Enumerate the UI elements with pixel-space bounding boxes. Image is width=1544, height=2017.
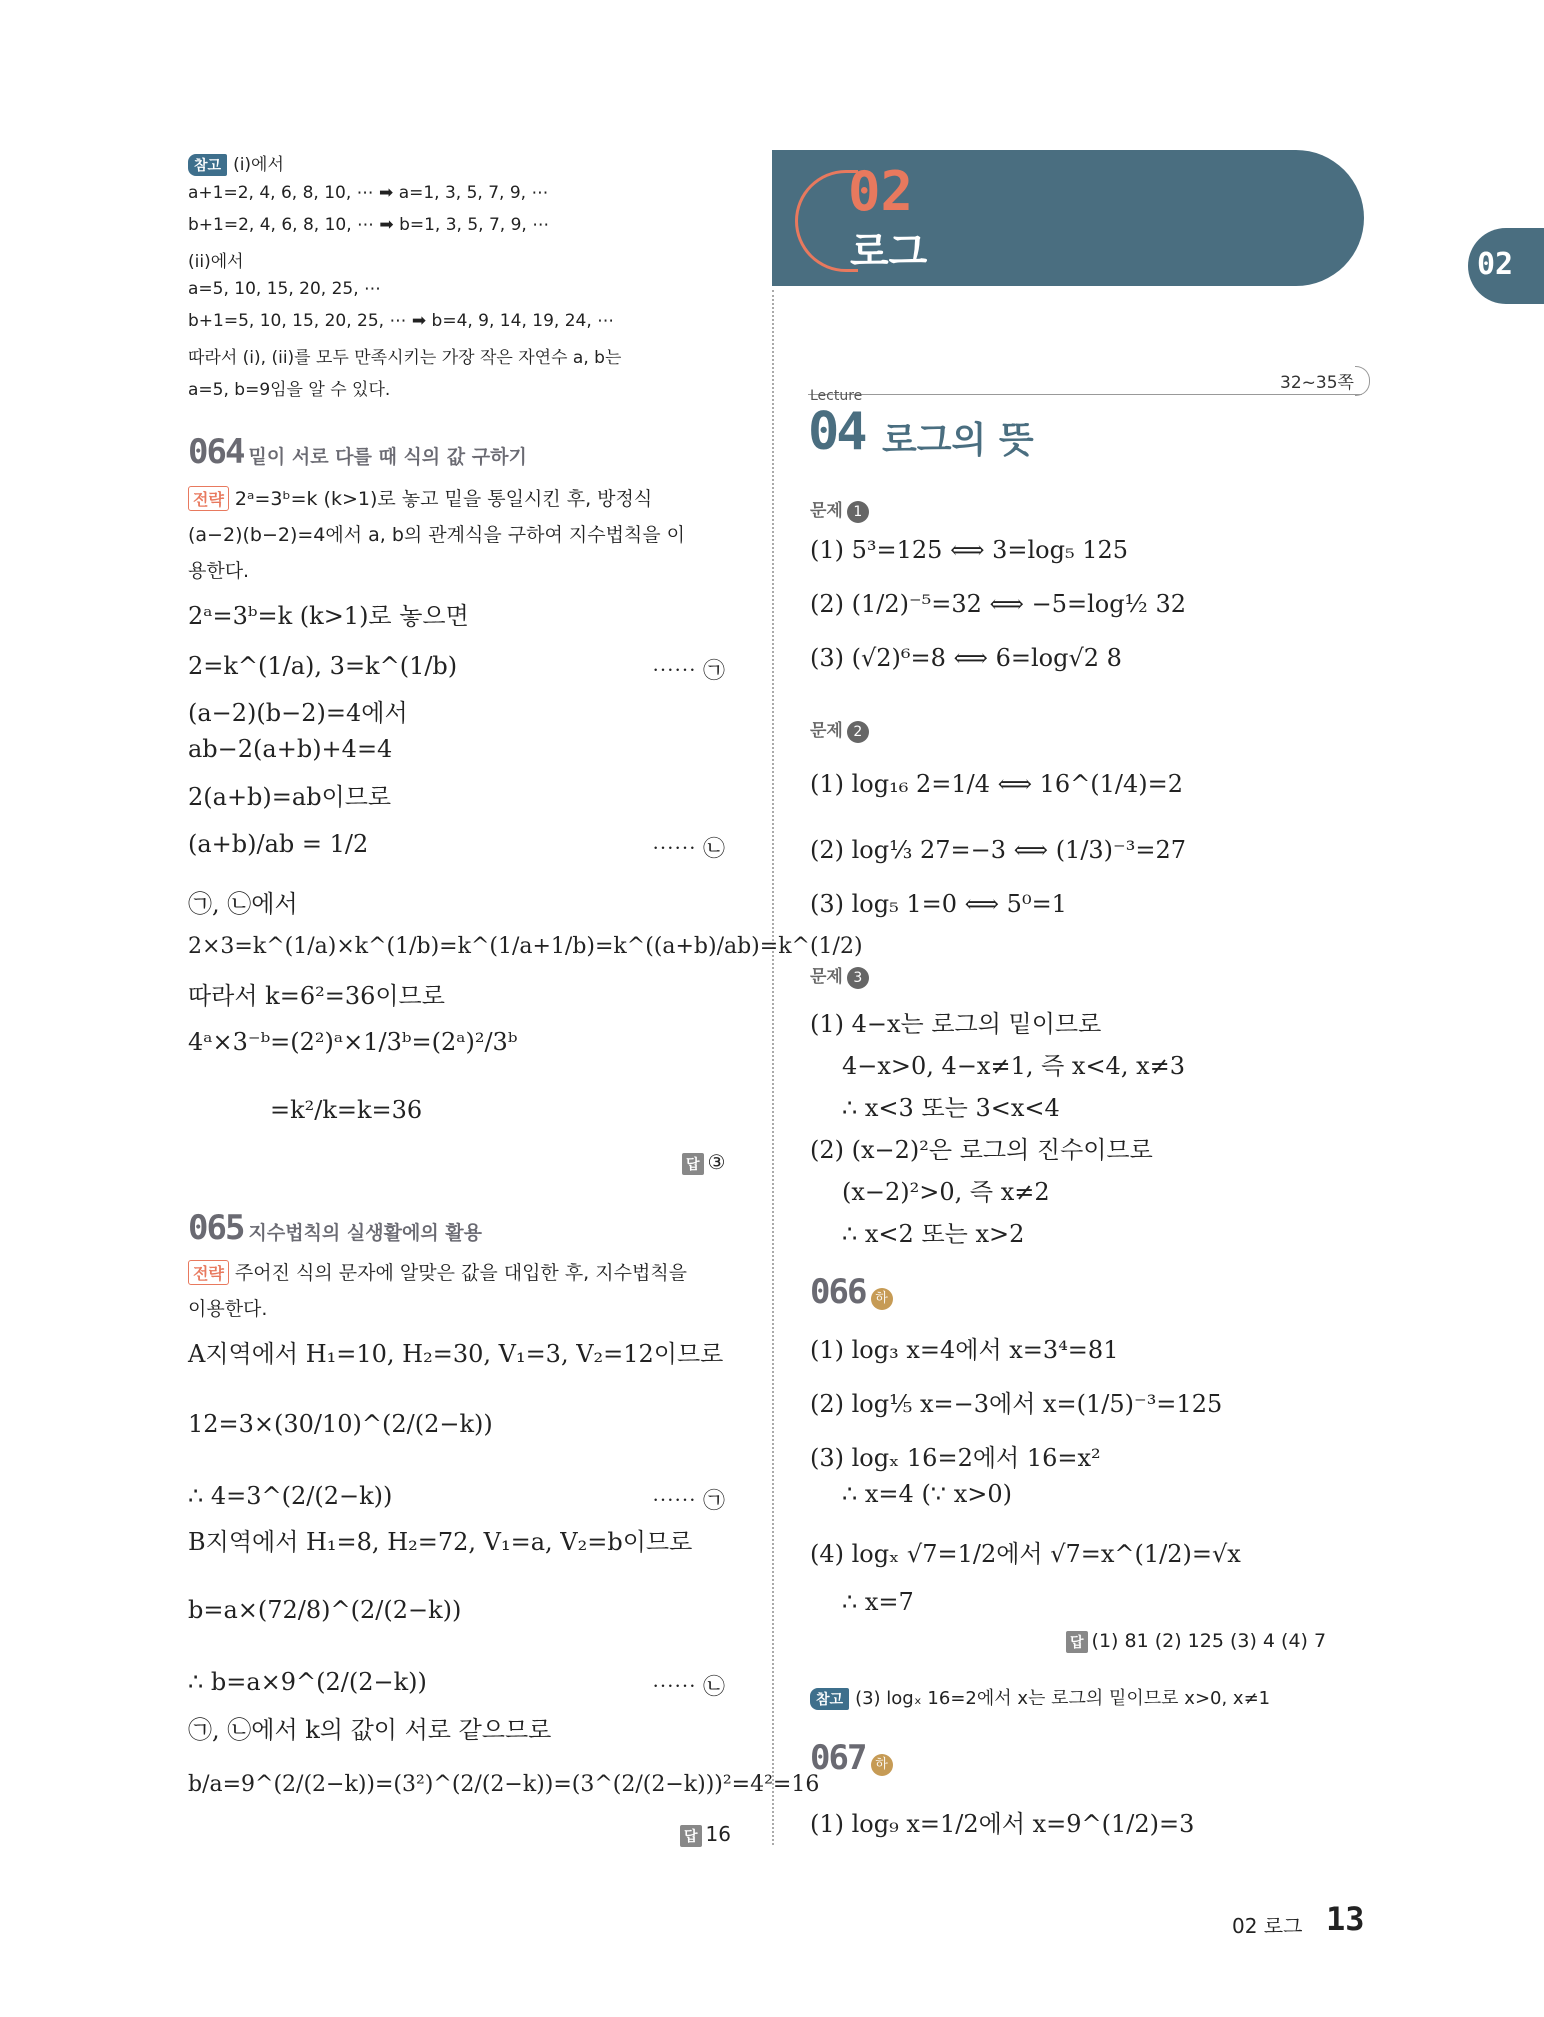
answer-label: 답 (680, 1825, 702, 1847)
marker-2: ⋯⋯ ㉡ (652, 837, 725, 862)
note-line: a=5, b=9임을 알 수 있다. (188, 380, 391, 400)
solution-line: ∴ x=7 (842, 1588, 914, 1616)
problem-067-header (810, 1738, 893, 1778)
solution-line: ∴ x=4 (∵ x>0) (842, 1480, 1012, 1508)
solution-line: 2×3=k^(1/a)×k^(1/b)=k^(1/a+1/b)=k^((a+b)/ab)=k^(1/2) (188, 934, 863, 959)
note-line: b+1=2, 4, 6, 8, 10, ⋯ ➡ b=1, 3, 5, 7, 9, ⋯ (188, 215, 550, 235)
marker-1: ⋯⋯ ㉠ (652, 659, 725, 684)
marker-2: ⋯⋯ ㉡ (652, 1675, 725, 1700)
problem-066-header (810, 1272, 893, 1312)
solution-line: 2ᵃ=3ᵇ=k (k>1)로 놓으면 (188, 602, 469, 630)
question-line: 4−x>0, 4−x≠1, 즉 x<4, x≠3 (842, 1052, 1186, 1080)
solution-line: (1) log₃ x=4에서 x=3⁴=81 (810, 1336, 1119, 1364)
note-066: 참고 (3) logₓ 16=2에서 x는 로그의 밑이므로 x>0, x≠1 (810, 1684, 1270, 1710)
question-line: (2) log⅓ 27=−3 ⟺ (1/3)⁻³=27 (810, 836, 1186, 864)
marker-1: ⋯⋯ ㉠ (652, 1489, 725, 1514)
problem-title: 지수법칙의 실생활에의 활용 (248, 1222, 482, 1244)
note-label: 참고 (188, 154, 227, 176)
answer-label: 답 (1066, 1631, 1088, 1653)
footer-page-number: 13 (1326, 1900, 1365, 1938)
solution-line: (4) logₓ √7=1/2에서 √7=x^(1/2)=√x (810, 1540, 1241, 1568)
strategy-line: 용한다. (188, 560, 250, 582)
page-ref-line (808, 394, 1362, 395)
solution-line: ㉠, ㉡에서 (188, 890, 298, 918)
level-badge: 하 (871, 1288, 893, 1310)
problem-065-header (188, 1208, 482, 1248)
strategy-label: 전략 (188, 1260, 229, 1285)
chapter-title: 로그 (850, 229, 928, 275)
question-line: (1) 5³=125 ⟺ 3=log₅ 125 (810, 536, 1129, 564)
question-1-label: 문제 1 (810, 496, 869, 523)
lecture-label: Lecture (810, 388, 863, 404)
solution-line: 2=k^(1/a), 3=k^(1/b) (188, 652, 458, 680)
column-divider (772, 290, 774, 1845)
strategy-line: 이용한다. (188, 1298, 268, 1320)
question-line: (3) log₅ 1=0 ⟺ 5⁰=1 (810, 890, 1067, 918)
solution-line: b/a=9^(2/(2−k))=(3²)^(2/(2−k))=(3^(2/(2−k)))²=4²=16 (188, 1772, 820, 1797)
strategy-line: 전략 주어진 식의 문자에 알맞은 값을 대입한 후, 지수법칙을 (188, 1258, 687, 1285)
question-line: (3) (√2)⁶=8 ⟺ 6=log√2 8 (810, 644, 1122, 672)
strategy-label: 전략 (188, 486, 229, 511)
note-line: a+1=2, 4, 6, 8, 10, ⋯ ➡ a=1, 3, 5, 7, 9, ⋯ (188, 183, 549, 203)
solution-line: A지역에서 H₁=10, H₂=30, V₁=3, V₂=12이므로 (188, 1340, 724, 1368)
question-line: (2) (x−2)²은 로그의 진수이므로 (810, 1136, 1153, 1164)
question-line: ∴ x<3 또는 3<x<4 (842, 1094, 1060, 1122)
question-line: (1) log₁₆ 2=1/4 ⟺ 16^(1/4)=2 (810, 770, 1184, 798)
lecture-number: 04 (808, 402, 865, 462)
note-line: 따라서 (i), (ii)를 모두 만족시키는 가장 작은 자연수 a, b는 (188, 348, 622, 368)
answer-066: 답 (1) 81 (2) 125 (3) 4 (4) 7 (1066, 1630, 1326, 1653)
answer-064: 답 ③ (682, 1150, 725, 1175)
chapter-number: 02 (848, 160, 914, 223)
answer-065: 답 16 (680, 1822, 731, 1847)
solution-line: B지역에서 H₁=8, H₂=72, V₁=a, V₂=b이므로 (188, 1528, 693, 1556)
strategy-line: 전략 2ᵃ=3ᵇ=k (k>1)로 놓고 밑을 통일시킨 후, 방정식 (188, 484, 652, 511)
problem-064-header (188, 432, 527, 472)
page-ref-cap (1355, 366, 1370, 396)
page-ref: 32~35쪽 (1280, 373, 1354, 393)
solution-line: 4ᵃ×3⁻ᵇ=(2²)ᵃ×1/3ᵇ=(2ᵃ)²/3ᵇ (188, 1028, 518, 1056)
level-badge: 하 (871, 1754, 893, 1776)
side-tab-label: 02 (1477, 247, 1514, 282)
solution-line: (3) logₓ 16=2에서 16=x² (810, 1444, 1101, 1472)
solution-line: 12=3×(30/10)^(2/(2−k)) (188, 1410, 493, 1438)
problem-number: 065 (188, 1208, 244, 1248)
footer-chapter: 02 로그 (1232, 1914, 1303, 1938)
solution-line: ㉠, ㉡에서 k의 값이 서로 같으므로 (188, 1716, 552, 1744)
question-line: ∴ x<2 또는 x>2 (842, 1220, 1025, 1248)
strategy-line: (a−2)(b−2)=4에서 a, b의 관계식을 구하여 지수법칙을 이 (188, 524, 686, 546)
problem-title: 밑이 서로 다를 때 식의 값 구하기 (248, 446, 527, 468)
problem-number: 067 (810, 1738, 866, 1778)
note-line: b+1=5, 10, 15, 20, 25, ⋯ ➡ b=4, 9, 14, 19, 24, ⋯ (188, 311, 615, 331)
solution-line: =k²/k=k=36 (270, 1096, 423, 1124)
question-3-label: 문제 3 (810, 962, 869, 989)
solution-line: (a−2)(b−2)=4에서 (188, 699, 408, 727)
solution-line: 2(a+b)=ab이므로 (188, 783, 392, 811)
note-line: 참고 (i)에서 (188, 150, 284, 176)
question-line: (1) 4−x는 로그의 밑이므로 (810, 1010, 1102, 1038)
note-line: (ii)에서 (188, 252, 244, 272)
solution-line: 따라서 k=6²=36이므로 (188, 982, 445, 1010)
solution-line: ∴ 4=3^(2/(2−k)) (188, 1482, 393, 1510)
problem-number: 066 (810, 1272, 866, 1312)
note-label: 참고 (810, 1688, 849, 1710)
solution-line: b=a×(72/8)^(2/(2−k)) (188, 1596, 462, 1624)
question-line: (2) (1/2)⁻⁵=32 ⟺ −5=log½ 32 (810, 590, 1186, 618)
lecture-title: 로그의 뜻 (882, 420, 1034, 461)
solution-line: ab−2(a+b)+4=4 (188, 735, 393, 763)
question-line: (x−2)²>0, 즉 x≠2 (842, 1178, 1050, 1206)
solution-line: (2) log⅕ x=−3에서 x=(1/5)⁻³=125 (810, 1390, 1223, 1418)
question-2-label: 문제 2 (810, 716, 869, 743)
solution-line: (a+b)/ab = 1/2 (188, 830, 369, 858)
note-line: a=5, 10, 15, 20, 25, ⋯ (188, 279, 382, 299)
solution-line: ∴ b=a×9^(2/(2−k)) (188, 1668, 427, 1696)
problem-number: 064 (188, 432, 244, 472)
solution-line: (1) log₉ x=1/2에서 x=9^(1/2)=3 (810, 1810, 1195, 1838)
answer-label: 답 (682, 1153, 704, 1175)
